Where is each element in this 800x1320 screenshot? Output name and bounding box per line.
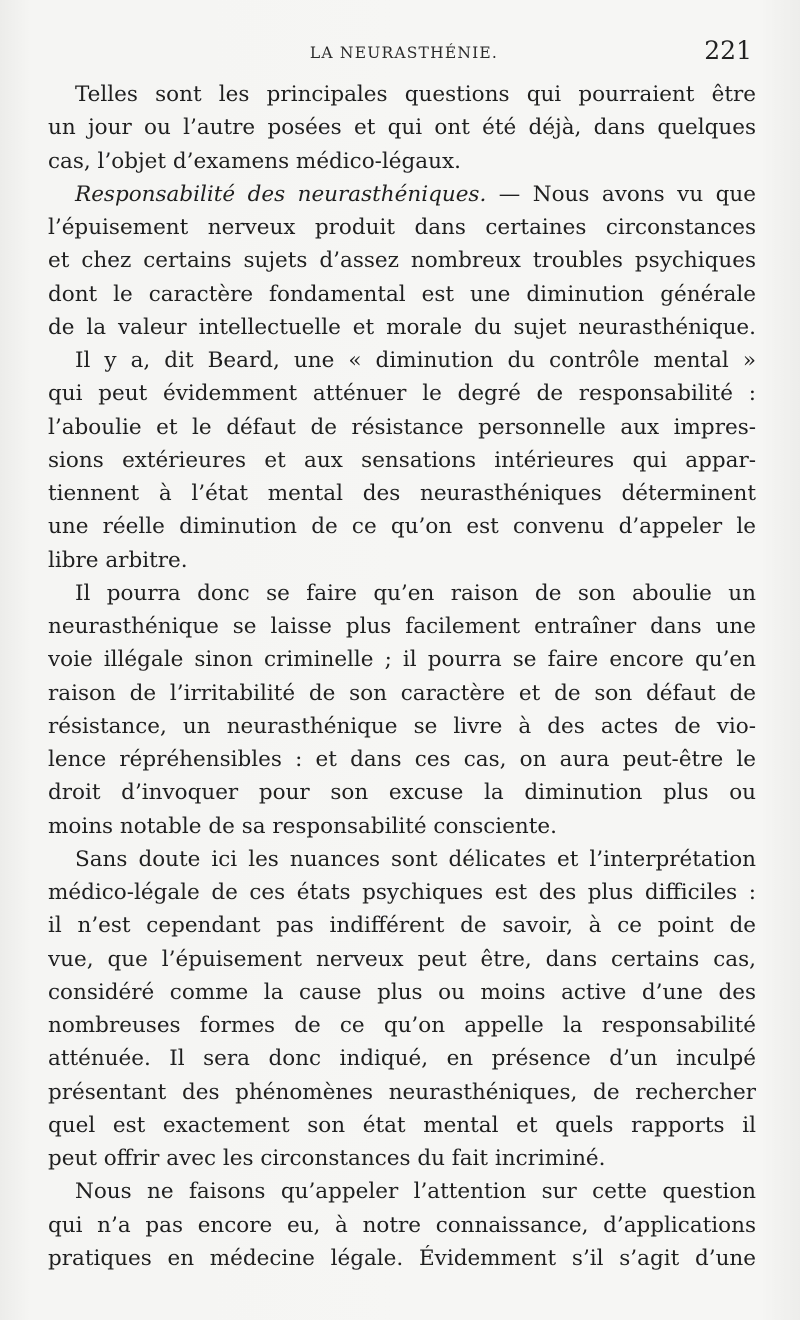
text-line: quel est exactement son état mental et quels rapports il bbox=[48, 1112, 756, 1138]
text-line: une réelle diminution de ce qu’on est convenu d’appeler le bbox=[48, 514, 756, 540]
page-header bbox=[48, 36, 760, 68]
text-line: qui peut évidemment atténuer le degré de responsabilité : bbox=[48, 381, 756, 407]
text-line: résistance, un neurasthénique se livre à des actes de vio- bbox=[48, 713, 756, 739]
text-line: qui n’a pas encore eu, à notre connaissance, d’applications bbox=[48, 1212, 756, 1238]
text-line: voie illégale sinon criminelle ; il pourra se faire encore qu’en bbox=[48, 647, 756, 673]
text-line: sions extérieures et aux sensations intérieures qui appar- bbox=[48, 447, 756, 473]
text-line: médico-légale de ces états psychiques est des plus difficiles : bbox=[48, 880, 756, 905]
text-line: peut offrir avec les circonstances du fait incriminé. bbox=[48, 1146, 606, 1171]
running-head: LA NEURASTHÉNIE. bbox=[309, 44, 499, 62]
text-line: Telles sont les principales questions qui pourraient être bbox=[75, 82, 756, 107]
text-line: moins notable de sa responsabilité consciente. bbox=[48, 813, 557, 839]
page-number: 221 bbox=[704, 36, 752, 65]
body-text bbox=[48, 78, 756, 1275]
text-line: atténuée. Il sera donc indiqué, en présence d’un inculpé bbox=[48, 1046, 756, 1072]
text-line: lence répréhensibles : et dans ces cas, on aura peut-être le bbox=[48, 747, 756, 772]
text-line: Il pourra donc se faire qu’en raison de son aboulie un bbox=[75, 580, 756, 606]
text-line: considéré comme la cause plus ou moins active d’une des bbox=[48, 979, 756, 1005]
text-line: pratiques en médecine légale. Évidemment s’il s’agit d’une bbox=[48, 1245, 756, 1271]
text-line: neurasthénique se laisse plus facilement entraîner dans une bbox=[48, 614, 756, 639]
text-line: Nous ne faisons qu’appeler l’attention sur cette question bbox=[75, 1179, 756, 1205]
text-line bbox=[48, 178, 756, 211]
text-line: cas, l’objet d’examens médico-légaux. bbox=[48, 148, 461, 174]
text-line: libre arbitre. bbox=[48, 547, 188, 573]
text-line: raison de l’irritabilité de son caractère et de son défaut de bbox=[48, 680, 756, 706]
text-line: tiennent à l’état mental des neurasthéniques déterminent bbox=[48, 481, 756, 506]
text-line: un jour ou l’autre posées et qui ont été déjà, dans quelques bbox=[48, 115, 756, 141]
text-line: vue, que l’épuisement nerveux peut être, dans certains cas, bbox=[48, 946, 756, 972]
text-line: dont le caractère fondamental est une diminution générale bbox=[48, 281, 756, 307]
text-line: nombreuses formes de ce qu’on appelle la responsabilité bbox=[48, 1013, 756, 1038]
text-line: il n’est cependant pas indifférent de savoir, à ce point de bbox=[48, 913, 756, 939]
text-line: Il y a, dit Beard, une « diminution du contrôle mental » bbox=[75, 348, 756, 373]
text-line: Sans doute ici les nuances sont délicates et l’interprétation bbox=[75, 846, 756, 872]
text-line: de la valeur intellectuelle et morale du sujet neurasthénique. bbox=[48, 314, 756, 340]
text-line: l’épuisement nerveux produit dans certaines circonstances bbox=[48, 215, 756, 240]
text-line: présentant des phénomènes neurasthéniques, de rechercher bbox=[48, 1079, 756, 1105]
text-line: l’aboulie et le défaut de résistance personnelle aux impres- bbox=[48, 414, 756, 440]
section-heading-italic: Responsabilité des neurasthéniques. bbox=[75, 181, 487, 207]
text-line: et chez certains sujets d’assez nombreux troubles psychiques bbox=[48, 248, 756, 274]
text-line: droit d’invoquer pour son excuse la diminution plus ou bbox=[48, 780, 756, 806]
section-heading-rest: — Nous avons vu que bbox=[486, 181, 756, 207]
